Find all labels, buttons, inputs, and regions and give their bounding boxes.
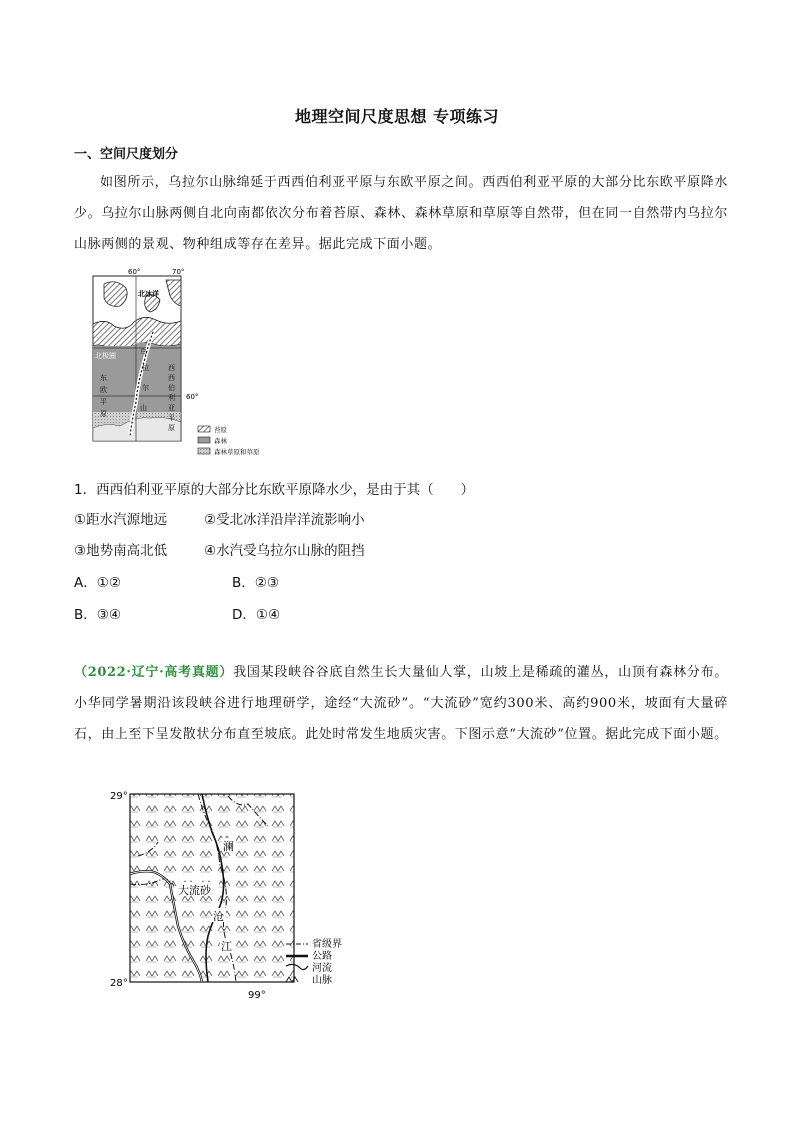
legend-forest: 森林 [214,437,227,445]
west-siberia-label-3: 伯 [168,384,175,392]
q1-choice-d: D．①④ [232,607,281,623]
passage-2 [74,657,728,750]
arctic-circle-label: 北极圈 [95,352,116,360]
q1-choice-a: A．①② [74,575,121,591]
lat-60-label: 60° [186,393,199,401]
lat-29-label: 29° [110,791,128,802]
east-europe-label-3: 平 [100,398,107,406]
ural-label-4: 山 [140,404,147,412]
da-liu-sha-label: 大流砂 [178,884,211,897]
q1-item-4: ④水汽受乌拉尔山脉的阻挡 [204,543,365,559]
lon-99-label: 99° [248,990,266,1000]
legend-mountain: 山脉 [312,975,332,986]
west-siberia-label-2: 西 [168,374,175,382]
question-1-stem: 1．西西伯利亚平原的大部分比东欧平原降水少，是由于其（ ） [74,482,475,498]
east-europe-label-2: 欧 [100,386,107,394]
lat-28-label: 28° [110,978,128,989]
west-siberia-label-1: 西 [168,364,175,372]
lon-70-label: 70° [172,268,185,276]
q1-item-1: ①距水汽源地远 [74,512,168,528]
passage-2-text: 我国某段峡谷谷底自然生长大量仙人掌，山坡上是稀疏的灌丛，山顶有森林分布。小华同学暑期沿该段峡谷进行地理研学，途经“大流砂”。“大流砂”宽约300米、高约900米，坡面有大量碎石，由上至下呈发散状分布直至坡底。此处时常发生地质灾害。下图示意“大流砂”位置。据此完成下面小题。 [74,665,728,742]
legend-road: 公路 [312,951,332,962]
west-siberia-label-7: 原 [168,424,175,432]
legend-river: 河流 [312,963,332,974]
ocean-label: 北冰洋 [138,290,159,298]
q1-choice-b: B．②③ [232,575,279,591]
ural-label-3: 尔 [142,384,149,392]
passage-1 [74,167,728,260]
source-tag: （2022·辽宁·高考真题） [74,665,234,680]
east-europe-label-4: 原 [100,410,107,418]
legend-tundra: 苔原 [214,426,227,434]
legend-boundary: 省级界 [312,939,342,950]
passage-1-text: 如图所示，乌拉尔山脉绵延于西西伯利亚平原与东欧平原之间。西西伯利亚平原的大部分比东欧平原降水少。乌拉尔山脉两侧自北向南都依次分布着苔原、森林、森林草原和草原等自然带，但在同一自然带内乌拉尔山脉两侧的景观、物种组成等存在差异。据此完成下面小题。 [74,175,728,252]
west-siberia-label-5: 亚 [168,404,175,412]
east-europe-label-1: 东 [100,374,107,382]
river-label-3: 江 [221,940,232,953]
west-siberia-label-4: 利 [168,394,175,402]
river-label-2: 沧 [213,910,224,923]
q1-item-2: ②受北冰洋沿岸洋流影响小 [204,512,365,528]
lancang-map [108,786,368,1000]
q1-item-3: ③地势南高北低 [74,543,168,559]
ural-label-2: 拉 [142,364,149,372]
west-siberia-label-6: 平 [168,414,175,422]
q1-choice-c: B．③④ [74,607,121,623]
legend-steppe: 森林草原和草原 [214,448,260,456]
page-title: 地理空间尺度思想 专项练习 [294,107,500,126]
ural-label-1: 乌 [140,348,147,356]
ural-map [86,266,292,460]
river-label-1: 澜 [223,840,234,853]
lon-60-label: 60° [128,268,141,276]
section-heading: 一、空间尺度划分 [74,147,179,162]
